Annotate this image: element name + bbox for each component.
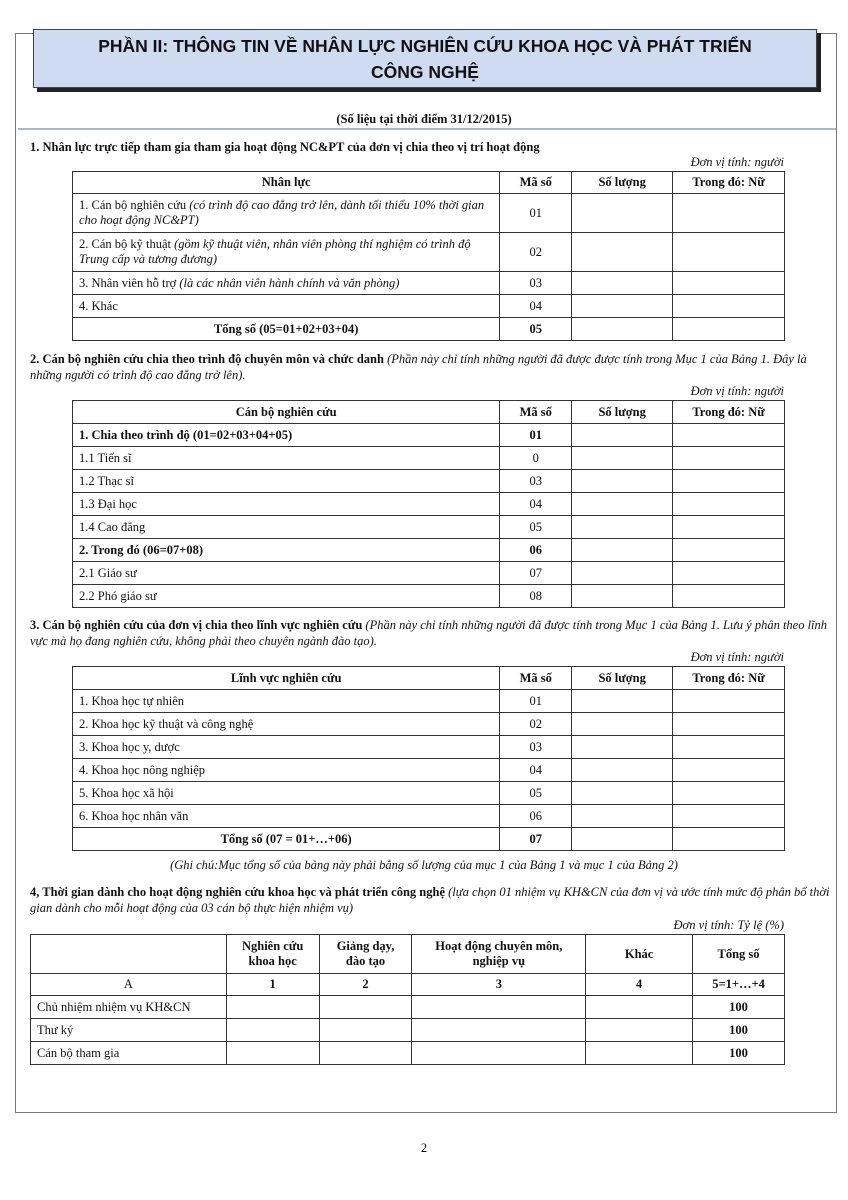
input-cell[interactable] [572,562,673,585]
input-cell[interactable] [412,1019,586,1042]
s1-col-name: Nhân lực [73,172,500,194]
input-cell[interactable] [572,805,673,828]
s2-table [72,400,785,608]
input-cell[interactable] [572,539,673,562]
table-row: 2. Trong đó (06=07+08) 06 [73,539,785,562]
input-cell[interactable] [673,805,785,828]
input-cell[interactable] [319,1042,412,1065]
table-row: 2. Cán bộ kỹ thuật (gồm kỹ thuật viên, nhân viên phòng thí nghiệm có trình độ Trung cấp và tương đương) 02 [73,233,785,272]
input-cell[interactable] [673,194,785,233]
s4-title: 4, Thời gian dành cho hoạt động nghiên cứu khoa học và phát triển công nghệ (lựa chọn 01 nhiệm vụ KH&CN của đơn vị và ước tính mức độ phân bổ thời gian dành cho mỗi hoạt động của 03 cán bộ thực hiện nhiệm vụ) [30,885,830,915]
header-line-2: CÔNG NGHỆ [371,62,479,82]
table-row: 2. Khoa học kỹ thuật và công nghệ 02 [73,713,785,736]
s4-table [30,934,785,1065]
table-row: 1. Cán bộ nghiên cứu (có trình độ cao đẳng trở lên, dành tối thiểu 10% thời gian cho hoạt động NC&PT) 01 [73,194,785,233]
s3-title: 3. Cán bộ nghiên cứu của đơn vị chia theo lĩnh vực nghiên cứu (Phần này chỉ tính những người đã được tính trong Mục 1 của Bảng 1. Lưu ý phân theo lĩnh vực mà họ đang nghiên cứu, không phải theo chuyên ngành đào tạo). [30,618,828,648]
input-cell[interactable] [572,493,673,516]
s2-col-name: Cán bộ nghiên cứu [73,401,500,424]
s4-col-blank [31,935,227,974]
page-number: 2 [420,1141,428,1155]
input-cell[interactable] [226,996,319,1019]
divider [18,128,836,130]
table-row-total: Tổng số (05=01+02+03+04) 05 [73,318,785,341]
s2-unit: Đơn vị tính: người [690,384,784,398]
input-cell[interactable] [673,690,785,713]
s2-col-female: Trong đó: Nữ [673,401,785,424]
input-cell[interactable] [586,996,693,1019]
s1-col-qty: Số lượng [572,172,673,194]
header-line-1: PHẦN II: THÔNG TIN VỀ NHÂN LỰC NGHIÊN CỨU KHOA HỌC VÀ PHÁT TRIỂN [98,36,752,56]
input-cell[interactable] [673,828,785,851]
input-cell[interactable] [572,713,673,736]
table-row: 3. Khoa học y, dược 03 [73,736,785,759]
s3-col-code: Mã số [500,667,572,690]
s2-col-code: Mã số [500,401,572,424]
input-cell[interactable] [673,713,785,736]
s4-col-teaching: Giảng dạy, đào tạo [319,935,412,974]
table-row: 1.4 Cao đẳng 05 [73,516,785,539]
date-note: (Số liệu tại thời điểm 31/12/2015) [336,112,512,126]
input-cell[interactable] [673,272,785,295]
input-cell[interactable] [572,828,673,851]
input-cell[interactable] [673,318,785,341]
input-cell[interactable] [572,516,673,539]
input-cell[interactable] [572,585,673,608]
input-cell[interactable] [572,194,673,233]
s1-col-code: Mã số [500,172,572,194]
s2-col-qty: Số lượng [572,401,673,424]
input-cell[interactable] [412,1042,586,1065]
table-row: 4. Khác 04 [73,295,785,318]
s4-col-total: Tổng số [693,935,785,974]
table-row: Cán bộ tham gia 100 [31,1042,785,1065]
input-cell[interactable] [572,318,673,341]
table-row: 2.2 Phó giáo sư 08 [73,585,785,608]
input-cell[interactable] [586,1019,693,1042]
s3-table [72,666,785,851]
input-cell[interactable] [673,759,785,782]
s4-col-research: Nghiên cứu khoa học [226,935,319,974]
input-cell[interactable] [572,690,673,713]
table-row: 1. Khoa học tự nhiên 01 [73,690,785,713]
table-row: 5. Khoa học xã hội 05 [73,782,785,805]
s3-footnote: (Ghi chú:Mục tổng số của bảng này phải bằng số lượng của mục 1 của Bảng 1 và mục 1 của Bảng 2) [170,858,678,872]
s1-table [72,171,785,341]
section-header [33,29,817,88]
input-cell[interactable] [572,736,673,759]
s2-title: 2. Cán bộ nghiên cứu chia theo trình độ chuyên môn và chức danh (Phần này chỉ tính những người đã được được tính trong Mục 1 của Bảng 1. Đây là những người có trình độ cao đẳng trở lên). [30,352,807,382]
table-row: Thư ký 100 [31,1019,785,1042]
s3-col-female: Trong đó: Nữ [673,667,785,690]
input-cell[interactable] [673,562,785,585]
s3-col-name: Lĩnh vực nghiên cứu [73,667,500,690]
s4-unit: Đơn vị tính: Tỷ lệ (%) [673,918,784,932]
input-cell[interactable] [673,447,785,470]
input-cell[interactable] [572,447,673,470]
input-cell[interactable] [572,233,673,272]
s3-unit: Đơn vị tính: người [690,650,784,664]
input-cell[interactable] [673,539,785,562]
s4-index-row: A 1 2 3 4 5=1+…+4 [31,974,785,996]
table-row: 1.3 Đại học 04 [73,493,785,516]
input-cell[interactable] [673,585,785,608]
input-cell[interactable] [673,782,785,805]
input-cell[interactable] [673,233,785,272]
table-row: 1.1 Tiến sĩ 0 [73,447,785,470]
input-cell[interactable] [226,1042,319,1065]
s1-title: 1. Nhân lực trực tiếp tham gia tham gia hoạt động NC&PT của đơn vị chia theo vị trí hoạt động [30,140,540,154]
input-cell[interactable] [572,782,673,805]
input-cell[interactable] [572,272,673,295]
input-cell[interactable] [572,295,673,318]
input-cell[interactable] [319,996,412,1019]
s4-col-other: Khác [586,935,693,974]
input-cell[interactable] [572,759,673,782]
table-row: 6. Khoa học nhân văn 06 [73,805,785,828]
input-cell[interactable] [673,736,785,759]
input-cell[interactable] [586,1042,693,1065]
input-cell[interactable] [673,493,785,516]
s1-col-female: Trong đó: Nữ [673,172,785,194]
input-cell[interactable] [673,424,785,447]
input-cell[interactable] [673,295,785,318]
table-row: Chủ nhiệm nhiệm vụ KH&CN 100 [31,996,785,1019]
table-row: 1.2 Thạc sĩ 03 [73,470,785,493]
s4-col-professional: Hoạt động chuyên môn, nghiệp vụ [412,935,586,974]
table-row: 4. Khoa học nông nghiệp 04 [73,759,785,782]
input-cell[interactable] [226,1019,319,1042]
s3-col-qty: Số lượng [572,667,673,690]
input-cell[interactable] [412,996,586,1019]
table-row: 2.1 Giáo sư 07 [73,562,785,585]
s1-unit: Đơn vị tính: người [690,155,784,169]
input-cell[interactable] [572,424,673,447]
input-cell[interactable] [572,470,673,493]
table-row-total: Tổng số (07 = 01+…+06) 07 [73,828,785,851]
input-cell[interactable] [673,470,785,493]
table-row: 1. Chia theo trình độ (01=02+03+04+05) 01 [73,424,785,447]
input-cell[interactable] [673,516,785,539]
table-row: 3. Nhân viên hỗ trợ (là các nhân viên hành chính và văn phòng) 03 [73,272,785,295]
input-cell[interactable] [319,1019,412,1042]
